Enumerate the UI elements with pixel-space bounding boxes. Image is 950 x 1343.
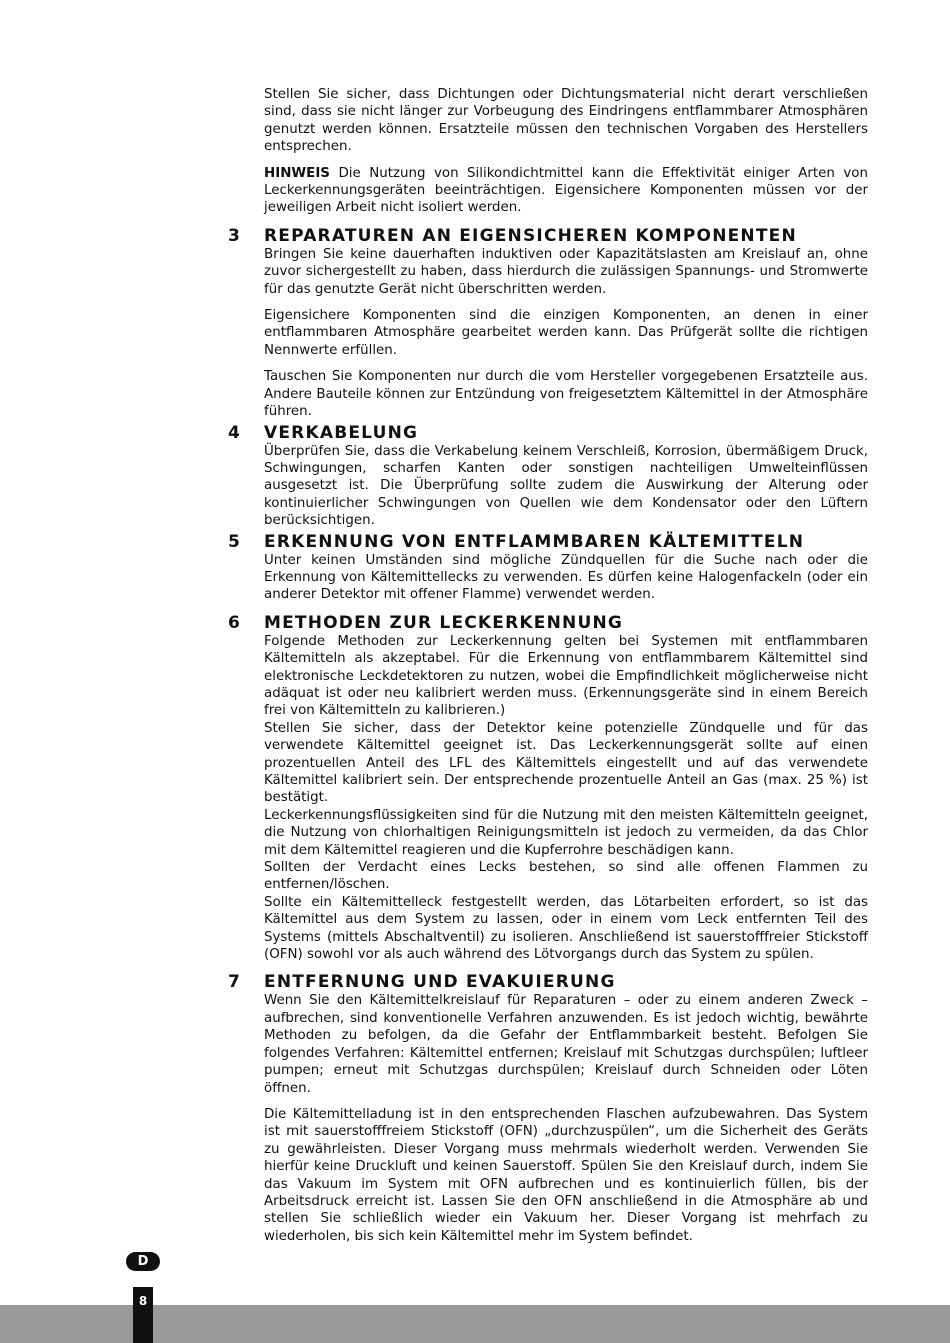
- section-paragraph: Eigensichere Komponenten sind die einzigen Komponenten, an denen in einer entflammbaren Atmosphäre gearbeitet werden kann. Das Prüfgerät sollte die richtigen Nennwerte erfüllen.: [264, 308, 868, 358]
- section-heading: [228, 613, 868, 633]
- section-number: 3: [228, 225, 242, 246]
- language-badge: D: [126, 1252, 160, 1271]
- section-title: ENTFERNUNG UND EVAKUIERUNG: [264, 972, 616, 993]
- section-paragraph: Leckerkennungsflüssigkeiten sind für die Nutzung mit den meisten Kältemitteln geeignet, die Nutzung von chlorhaltigen Reinigungsmitteln ist jedoch zu vermeiden, da das Chlor mit dem Kältemittel reagieren und die Kupferrohre beschädigen kann.: [264, 807, 868, 858]
- section-number: 5: [228, 531, 242, 552]
- section-number: 6: [228, 612, 242, 633]
- section-heading: [228, 226, 868, 246]
- section-number: 7: [228, 972, 242, 993]
- section-title: VERKABELUNG: [264, 422, 419, 443]
- section-title: METHODEN ZUR LECKERKENNUNG: [264, 612, 624, 633]
- section-paragraph: Sollten der Verdacht eines Lecks bestehen, so sind alle offenen Flammen zu entfernen/löschen.: [264, 860, 868, 893]
- section-heading: [228, 532, 868, 552]
- section-paragraph: Folgende Methoden zur Leckerkennung gelten bei Systemen mit entflammbaren Kältemitteln als akzeptabel. Für die Erkennung von entflammbarem Kältemittel sind elektronische Leckdetektoren zu nutzen, wobei die Empfindlichkeit möglicherweise nicht adäquat ist oder neu kalibriert werden muss. (Erkennungsgeräte sind in einem Bereich frei von Kältemitteln zu kalibrieren.): [264, 633, 868, 719]
- section-title: ERKENNUNG VON ENTFLAMMBAREN KÄLTEMITTELN: [264, 531, 805, 552]
- section-paragraph: Stellen Sie sicher, dass der Detektor keine potenzielle Zündquelle und für das verwendete Kältemittel geeignet ist. Das Leckerkennungsgerät sollte auf einen prozentuellen Anteil des LFL des Kältemittels eingestellt und auf das verwendete Kältemittel kalibriert sein. Der entsprechende prozentuelle Anteil an Gas (max. 25 %) ist bestätigt.: [264, 720, 868, 806]
- section-paragraph: Die Kältemittelladung ist in den entsprechenden Flaschen aufzubewahren. Das System ist mit sauerstofffreiem Stickstoff (OFN) „durchzuspülen“, um die Sicherheit des Geräts zu gewährleisten. Dieser Vorgang muss mehrmals wiederholt werden. Verwenden Sie hierfür keine Druckluft und keinen Sauerstoff. Spülen Sie den Kreislauf durch, indem Sie das Vakuum im System mit OFN aufbrechen und es kontinuierlich füllen, bis der Arbeitsdruck erreicht ist. Lassen Sie den OFN anschließend in die Atmosphäre ab und stellen Sie schließlich wieder ein Vakuum her. Dieser Vorgang ist mehrfach zu wiederholen, bis sich kein Kältemittel mehr im System befindet.: [264, 1106, 868, 1244]
- section-heading: [228, 423, 868, 443]
- section-title: REPARATUREN AN EIGENSICHEREN KOMPONENTEN: [264, 225, 797, 246]
- section-paragraph: Bringen Sie keine dauerhaften induktiven oder Kapazitätslasten am Kreislauf an, ohne zuvor sichergestellt zu haben, dass hierdurch die zulässigen Spannungs- und Stromwerte für das genutzte Gerät nicht überschritten werden.: [264, 246, 868, 297]
- section-paragraph: Überprüfen Sie, dass die Verkabelung keinem Verschleiß, Korrosion, übermäßigem Druck, Schwingungen, scharfen Kanten oder sonstigen nachteiligen Umwelteinflüssen ausgesetzt ist. Die Überprüfung sollte zudem die Auswirkung der Alterung oder kontinuierlicher Schwingungen von Quellen wie dem Kondensator oder den Lüftern berücksichtigen.: [264, 443, 868, 529]
- section-paragraph: Unter keinen Umständen sind mögliche Zündquellen für die Suche nach oder die Erkennung von Kältemittellecks zu verwenden. Es dürfen keine Halogenfackeln (oder ein anderer Detektor mit offener Flamme) verwendet werden.: [264, 552, 868, 603]
- page-number: 8: [138, 1294, 148, 1308]
- note-text: Die Nutzung von Silikondichtmittel kann die Effektivität einiger Arten von Leckerkennungsgeräten beeinträchtigen. Eigensichere Komponenten müssen vor der jeweiligen Arbeit nicht isoliert werden.: [264, 165, 868, 216]
- document-body: [228, 86, 868, 1245]
- section-paragraph: Tauschen Sie Komponenten nur durch die vom Hersteller vorgegebenen Ersatzteile aus. Andere Bauteile können zur Entzündung von freigesetztem Kältemittel in der Atmosphäre führen.: [264, 369, 868, 420]
- note-paragraph: [264, 165, 868, 217]
- section-paragraph: Sollte ein Kältemittelleck festgestellt werden, das Lötarbeiten erfordert, so ist das Kältemittel aus dem System zu lassen, oder in einem vom Leck entfernten Teil des Systems (mittels Abschaltventil) zu isolieren. Anschließend ist sauerstofffreier Stickstoff (OFN) sowohl vor als auch während des Lötvorgangs durch das System zu spülen.: [264, 894, 868, 963]
- page-number-tab: [133, 1287, 153, 1343]
- section-number: 4: [228, 422, 242, 443]
- note-label: HINWEIS: [264, 165, 330, 181]
- section-heading: [228, 972, 868, 992]
- section-paragraph: Wenn Sie den Kältemittelkreislauf für Reparaturen – oder zu einem anderen Zweck – aufbrechen, sind konventionelle Verfahren anzuwenden. Es ist jedoch wichtig, bewährte Methoden zu befolgen, da die Gefahr der Entflammbarkeit besteht. Befolgen Sie folgendes Verfahren: Kältemittel entfernen; Kreislauf mit Schutzgas durchspülen; luftleer pumpen; erneut mit Schutzgas durchspülen; Kreislauf durch Schneiden oder Löten öffnen.: [264, 993, 868, 1096]
- intro-paragraph: Stellen Sie sicher, dass Dichtungen oder Dichtungsmaterial nicht derart verschließen sind, dass sie nicht länger zur Vorbeugung des Eindringens entflammbarer Atmosphären genutzt werden können. Ersatzteile müssen den technischen Vorgaben des Herstellers entsprechen.: [264, 87, 868, 155]
